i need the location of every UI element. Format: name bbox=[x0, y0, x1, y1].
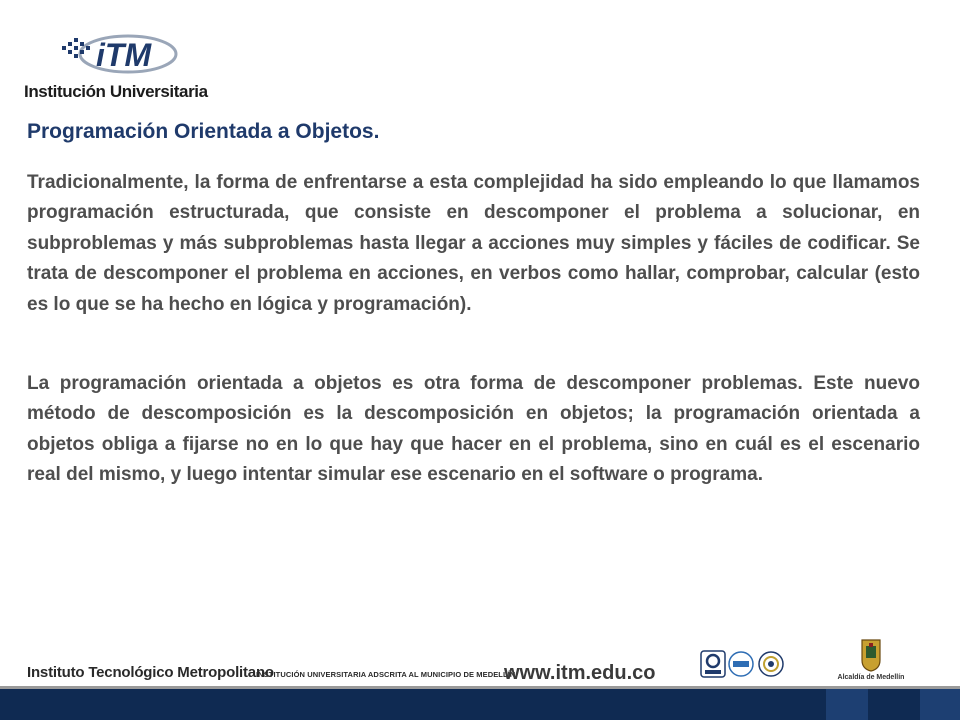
icontec-cert-icon bbox=[700, 650, 726, 678]
itm-logo bbox=[22, 30, 208, 110]
footer-url[interactable]: www.itm.edu.co bbox=[504, 662, 656, 684]
alcaldia-logo bbox=[836, 638, 906, 684]
bottom-bar bbox=[0, 689, 960, 720]
footer-adscrita-text: INSTITUCIÓN UNIVERSITARIA ADSCRITA AL MUNICIPIO DE MEDELLÍN bbox=[256, 670, 516, 679]
bottom-bar-block bbox=[826, 689, 868, 720]
paragraph-object-oriented: La programación orientada a objetos es otra forma de descomponer problemas. Este nuevo método de descomposición es la descomposición en objetos; la programación orientada a objetos obliga a fijarse no en lo que hay que hacer en el problema, sino en cuál es el escenario real del mismo, y luego intentar simular ese escenario en el software o programa. bbox=[27, 373, 920, 486]
slide-title: Programación Orientada a Objetos. bbox=[27, 120, 380, 143]
logo-institution-label: Institución Universitaria bbox=[24, 82, 208, 101]
bottom-bar-block bbox=[920, 689, 960, 720]
iqnet-cert-icon bbox=[728, 650, 754, 678]
footer bbox=[0, 632, 960, 686]
itm-logo-icon bbox=[60, 32, 180, 82]
alcaldia-label: Alcaldía de Medellín bbox=[837, 674, 905, 681]
footer-institute-name: Instituto Tecnológico Metropolitano bbox=[27, 664, 274, 681]
paragraph-structured-programming: Tradicionalmente, la forma de enfrentarse a esta complejidad ha sido empleando lo que llamamos programación estructurada, que consiste en descomponer el problema a solucionar, en subproblemas y más subproblemas hasta llegar a acciones muy simples y fáciles de codificar. Se trata de descomponer el problema en acciones, en verbos como hallar, comprobar, calcular (esto es lo que se ha hecho en lógica y programación). bbox=[27, 172, 920, 315]
quality-seal-icon bbox=[758, 650, 784, 678]
logo-mark-text: iTM bbox=[96, 37, 152, 73]
alcaldia-shield-icon bbox=[860, 638, 882, 672]
